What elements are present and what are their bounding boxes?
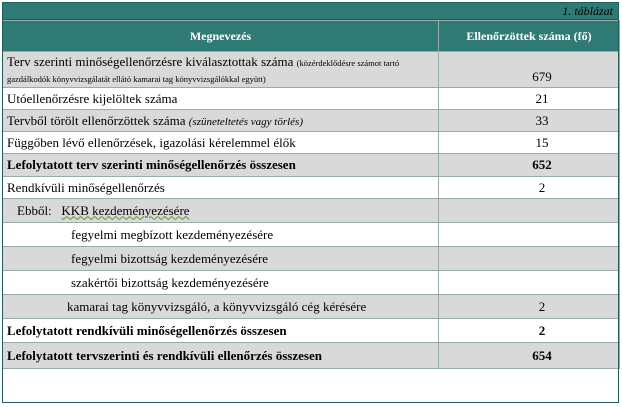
row-label: fegyelmi bizottság kezdeményezésére [3,247,439,271]
row-label: Lefolytatott tervszerinti és rendkívüli ellenőrzés összesen [3,343,439,369]
row-value: 2 [439,177,620,199]
row-label: Lefolytatott rendkívüli minőségellenőrzés összesen [3,319,439,343]
row-value: 21 [439,88,620,110]
table-caption: 1. táblázat [562,4,613,18]
header-count: Ellenőrzöttek száma (fő) [439,21,620,52]
row-value: 654 [439,343,620,369]
header-name: Megnevezés [3,21,439,52]
row-label: szakértői bizottság kezdeményezésére [3,271,439,295]
row-value: 33 [439,110,620,132]
row-label: Lefolytatott terv szerinti minőségellenőrzés összesen [3,154,439,177]
row-label-text: Tervből törölt ellenőrzöttek száma [7,112,186,128]
row-label: Rendkívüli minőségellenőrzés [3,177,439,199]
row-note: (közérdeklődésre számot tartó gazdálkodók könyvvizsgálatát ellátó kamarai tag könyvvizsgálókkal együtt) [7,57,400,84]
row-label: fegyelmi megbízott kezdeményezésére [3,223,439,247]
row-value: 652 [439,154,620,177]
row-value: 2 [439,295,620,319]
row-label: kamarai tag könyvvizsgáló, a könyvvizsgáló cég kérésére [3,295,439,319]
row-note: (szüneteltetés vagy törlés) [188,115,303,128]
table-frame [2,2,619,403]
row-value: 2 [439,319,620,343]
row-value: 15 [439,132,620,154]
row-label: Függőben lévő ellenőrzések, igazolási kérelemmel élők [3,132,439,154]
row-label-text: KKB kezdeményezésére [61,202,190,218]
row-prefix: Ebből: [17,202,52,218]
row-label-text: Terv szerinti minőségellenőrzésre kiválasztottak száma [7,53,294,69]
row-label: Utóellenőrzésre kijelöltek száma [3,88,439,110]
row-value: 679 [439,52,620,88]
